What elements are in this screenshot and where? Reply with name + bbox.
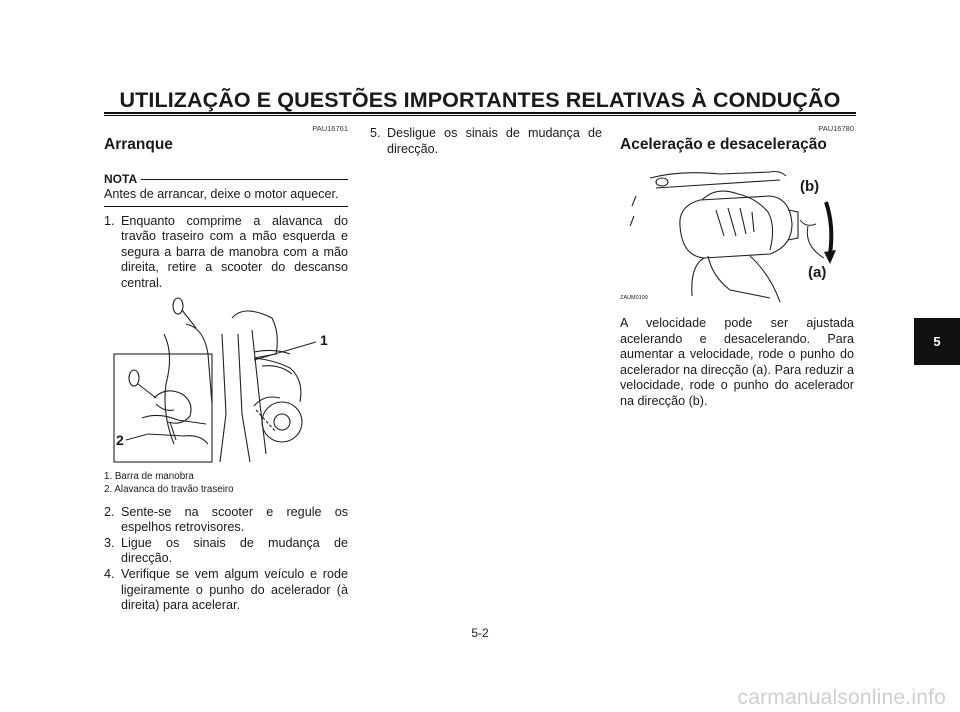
page-number: 5-2 (471, 626, 489, 640)
step-number: 4. (104, 566, 115, 581)
step-3 (104, 536, 348, 567)
figure-code: ZAUM0199 (620, 295, 648, 301)
watermark: carmanualsonline.info (737, 686, 946, 709)
step-1 (104, 214, 348, 292)
section-code: PAU16761 (312, 124, 348, 133)
step-text: Enquanto comprime a alavanca do travão traseiro com a mão esquerda e segura a barra de manobra com a mão direita, retire a scooter do descanso central. (121, 213, 348, 290)
section-heading-arranque: Arranque (104, 136, 173, 153)
step-text: Sente-se na scooter e regule os espelhos retrovisores. (121, 504, 348, 535)
step-2 (104, 505, 348, 536)
left-column (104, 124, 348, 614)
step-number: 3. (104, 535, 115, 550)
figure-scooter-stand (104, 294, 348, 466)
label-b: (b) (800, 178, 820, 195)
figure-captions (104, 470, 348, 496)
middle-column (370, 126, 602, 157)
step-4 (104, 567, 348, 614)
nota-end-rule (104, 206, 348, 207)
figure-throttle-grip (620, 166, 854, 306)
title-rule-thin (104, 115, 856, 116)
caption-1: 1. Barra de manobra (104, 470, 194, 482)
section-heading-aceleracao: Aceleração e desaceleração (620, 136, 827, 153)
nota-header (104, 172, 348, 186)
step-5 (370, 126, 602, 157)
right-column (620, 124, 854, 410)
scooter-illustration (104, 294, 348, 466)
page-title: UTILIZAÇÃO E QUESTÕES IMPORTANTES RELATIVAS À CONDUÇÃO (119, 88, 841, 112)
step-number: 5. (370, 126, 381, 140)
label-a: (a) (808, 264, 827, 281)
step-number: 2. (104, 504, 115, 519)
step-text: Verifique se vem algum veículo e rode ligeiramente o punho do acelerador (à direita) para acelerar. (121, 566, 348, 613)
section-code: PAU16780 (818, 124, 854, 133)
acceleration-paragraph: A velocidade pode ser ajustada acelerando e desacelerando. Para aumentar a velocidade, rode o punho do acelerador na direcção (a). Para reduzir a velocidade, rode o punho do acelerador na direcção (b). (620, 316, 854, 408)
step-text: Ligue os sinais de mudança de direcção. (121, 535, 348, 566)
nota-text: Antes de arrancar, deixe o motor aquecer. (104, 187, 339, 201)
steps-list (104, 505, 348, 614)
callout-2: 2 (116, 431, 124, 448)
nota-label: NOTA (104, 172, 138, 186)
step-number: 1. (104, 213, 115, 228)
chapter-tab: 5 (914, 318, 960, 365)
callout-1: 1 (320, 331, 328, 348)
title-rule (104, 112, 856, 114)
caption-2: 2. Alavanca do travão traseiro (104, 483, 234, 495)
nota-rule (141, 179, 348, 180)
step-text: Desligue os sinais de mudança de direcção. (387, 126, 602, 156)
